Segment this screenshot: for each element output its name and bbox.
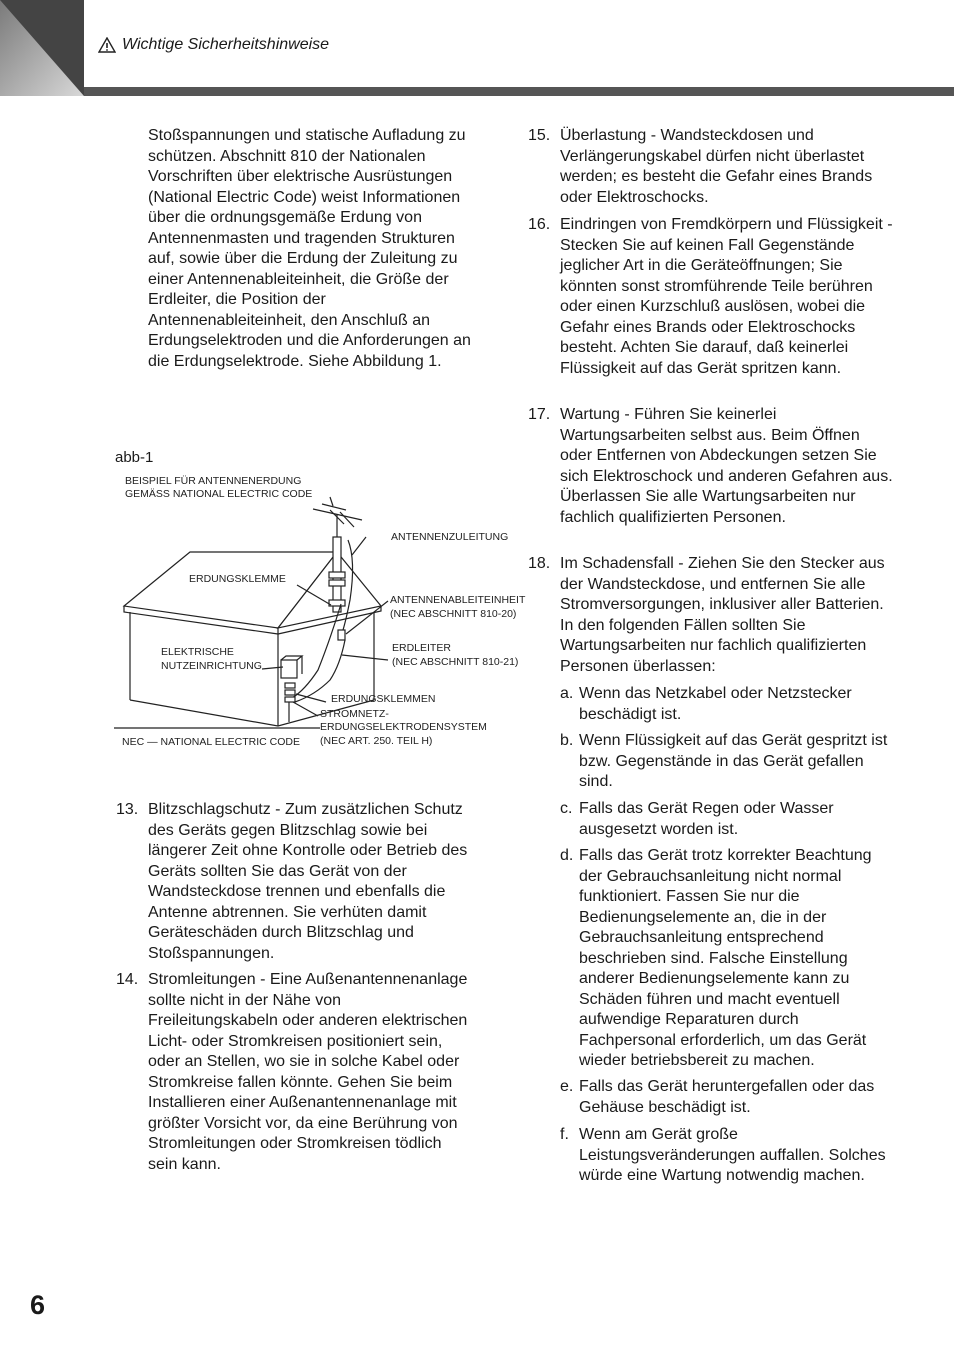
label-stromnetz: STROMNETZ- (320, 708, 389, 720)
label-antennenableiteinheit-ref: (NEC ABSCHNITT 810-20) (390, 608, 517, 620)
sub-item-letter: e. (560, 1078, 574, 1095)
sub-item-text: Falls das Gerät heruntergefallen oder das Gehäuse beschädigt ist. (579, 1078, 875, 1116)
label-erdungsklemmen: ERDUNGSKLEMMEN (331, 693, 436, 705)
list-item-number: 15. (528, 127, 551, 144)
label-antennenableiteinheit: ANTENNENABLEITEINHEIT (390, 594, 526, 606)
page-number: 6 (30, 1290, 46, 1320)
figure-title-line1: BEISPIEL FÜR ANTENNENERDUNG (125, 475, 302, 487)
list-item-number: 16. (528, 216, 551, 233)
sub-item-text: Wenn am Gerät große Leistungsveränderungen auffallen. Solches würde eine Wartung notwendig machen. (579, 1126, 886, 1184)
sub-item-letter: f. (560, 1126, 569, 1143)
sub-item-text: Falls das Gerät trotz korrekter Beachtung der Gebrauchsanleitung nicht normal funktioniert. Fassen Sie nur die Bedienungselemente an, die in der Gebrauchsanleitung entsprechend beschrieben sind. Falsche Einstellung anderer Bedienungselemente kann zu Schäden führen und macht eventuell aufwendige Reparaturen durch Fachpersonal erforderlich, um das Gerät wieder betriebsbereit zu machen. (579, 847, 872, 1069)
list-item-18 (528, 554, 894, 679)
sub-item-text: Wenn Flüssigkeit auf das Gerät gespritzt ist bzw. Gegenstände in das Gerät gefallen sind. (579, 732, 888, 790)
sub-item-a (560, 684, 894, 726)
sub-item-letter: a. (560, 685, 574, 702)
label-antennenzuleitung: ANTENNENZULEITUNG (391, 531, 509, 543)
list-item-number: 17. (528, 406, 551, 423)
list-item-text: Blitzschlagschutz - Zum zusätzlichen Schutz des Geräts gegen Blitzschlag sowie bei längerer Zeit ohne Kontrolle oder Betrieb des Geräts sollten Sie das Gerät von der Wandsteckdose trennen und ebenfalls die Antenne abtrennen. Sie verhüten damit Geräteschäden durch Blitzschlag und Stoßspannungen. (148, 801, 468, 962)
sub-item-b (560, 731, 894, 793)
sub-item-letter: d. (560, 847, 574, 864)
list-item-number: 14. (116, 971, 139, 988)
label-erdleiter: ERDLEITER (392, 642, 451, 654)
list-item-16 (528, 215, 894, 401)
intro-paragraph: Stoßspannungen und statische Aufladung zu schützen. Abschnitt 810 der Nationalen Vorschriften über elektrische Ausrüstungen (National Electric Code) weist Informationen über die ordnungsgemäße Erdung von Antennenmasten und tragenden Strukturen auf, sowie über die Erdung der Zuleitung zu einer Antennenableiteinheit, die Größe der Erdleiter, die Position der Antennenableiteinheit, den Anschluß an Erdungselektroden und die Anforderungen an die Erdungselektrode. Siehe Abbildung 1. (148, 127, 471, 370)
sub-item-text: Falls das Gerät Regen oder Wasser ausgesetzt worden ist. (579, 800, 834, 838)
label-nec: NEC — NATIONAL ELECTRIC CODE (122, 736, 300, 748)
label-nutzeinrichtung: NUTZEINRICHTUNG (161, 660, 262, 672)
list-item-17 (528, 405, 894, 550)
label-erdungssystem-ref: (NEC ART. 250. TEIL H) (320, 735, 433, 747)
label-elektrische: ELEKTRISCHE (161, 646, 234, 658)
figure-label: abb-1 (115, 449, 154, 466)
sub-item-text: Wenn das Netzkabel oder Netzstecker beschädigt ist. (579, 685, 852, 723)
sub-item-letter: c. (560, 800, 573, 817)
list-item-13 (116, 800, 476, 965)
list-item-text: Eindringen von Fremdkörpern und Flüssigkeit - Stecken Sie auf keinen Fall Gegenstände jeglicher Art in die Geräteöffnungen; Sie könnten sonst stromführende Teile berühren oder einen Kurzschluß auslösen, wobei die Gefahr eines Brands oder Elektroschocks besteht. Achten Sie darauf, daß keinerlei Flüssigkeit auf das Gerät spritzen kann. (560, 216, 893, 377)
sub-item-f (560, 1125, 894, 1209)
label-erdleiter-ref: (NEC ABSCHNITT 810-21) (392, 656, 519, 668)
sub-item-d (560, 846, 894, 1072)
sub-item-c (560, 799, 894, 841)
list-item-number: 18. (528, 555, 551, 572)
list-item-text: Überlastung - Wandsteckdosen und Verlängerungskabel dürfen nicht überlastet werden; es besteht die Gefahr eines Brands oder Elektroschocks. (560, 127, 873, 206)
list-item-number: 13. (116, 801, 139, 818)
figure-title-line2: GEMÄSS NATIONAL ELECTRIC CODE (125, 488, 313, 500)
label-erdungsklemme: ERDUNGSKLEMME (189, 573, 286, 585)
list-item-15 (528, 126, 894, 210)
label-erdungssystem: ERDUNGSELEKTRODENSYSTEM (320, 721, 487, 733)
list-item-text: Im Schadensfall - Ziehen Sie den Stecker aus der Wandsteckdose, und entfernen Sie alle Stromversorgungen, inklusiver aller Batterien. In den folgenden Fällen sollten Sie Wartungsarbeiten nur fachlich qualifizierten Personen überlassen: (560, 555, 885, 675)
sub-item-e (560, 1077, 894, 1119)
sub-item-letter: b. (560, 732, 574, 749)
list-item-text: Stromleitungen - Eine Außenantennenanlage sollte nicht in der Nähe von Freileitungskabeln oder anderen elektrischen Licht- oder Stromkreisen positioniert sein, oder an Stellen, wo sie in solche Kabel oder Stromkreise fallen könnte. Gehen Sie beim Installieren einer Außenantennenanlage mit größter Vorsicht vor, da eine Berührung von Stromleitungen oder Stromkreisen tödlich sein kann. (148, 971, 468, 1173)
list-item-14 (116, 970, 476, 1220)
header-title: Wichtige Sicherheitshinweise (122, 36, 330, 53)
list-item-text: Wartung - Führen Sie keinerlei Wartungsarbeiten selbst aus. Beim Öffnen oder Entfernen von Abdeckungen setzen Sie sich Elektroschock und anderen Gefahren aus. Überlassen Sie alle Wartungsarbeiten nur fachlich qualifizierten Personen. (560, 406, 893, 526)
